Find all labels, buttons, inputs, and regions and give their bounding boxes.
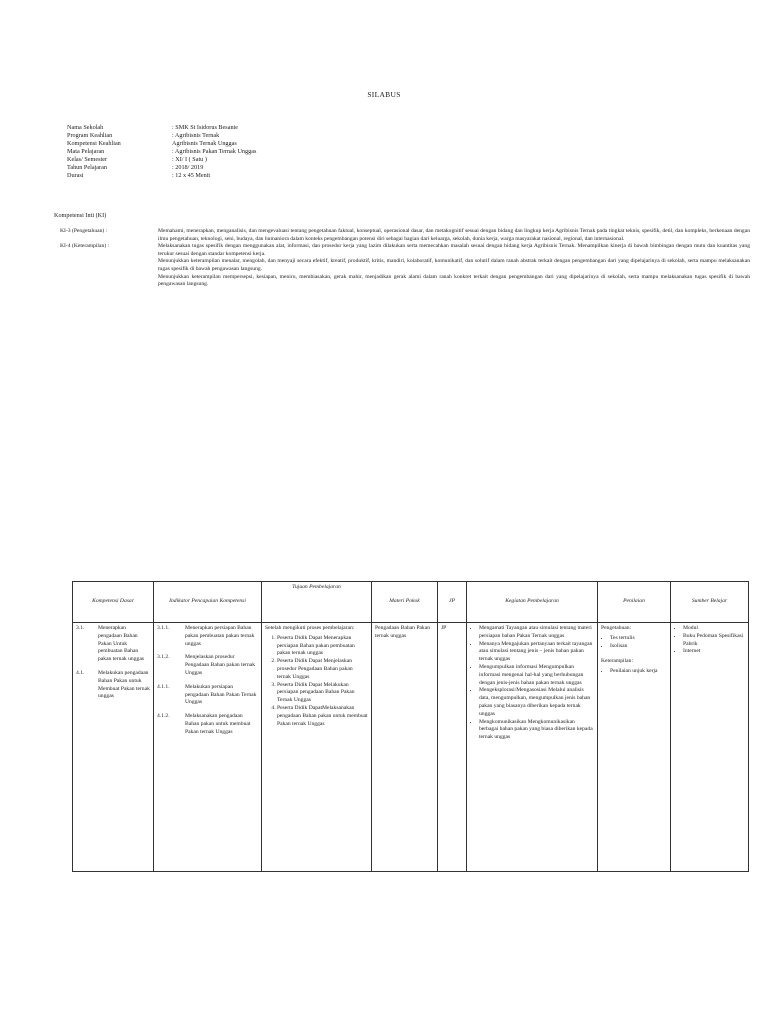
identity-block	[67, 124, 256, 180]
table-header-row	[73, 582, 749, 623]
header-tujuan: Tujuan Pembelajaran	[262, 582, 372, 623]
sumber-item: • Buku Pedoman Spesifikasi Pabrik	[683, 633, 745, 649]
penilaian-item: • Penilaian unjuk kerja	[610, 668, 667, 676]
kegiatan-item: • Mengkomunikasikan Mengkomunikasikan berbagai bahan pakan yang biasa diberikan kepada ternak unggas	[479, 719, 594, 742]
cell-indikator	[154, 623, 262, 872]
ki-block	[60, 228, 750, 289]
ipk-number: 4.1.1.	[157, 683, 170, 690]
cell-penilaian	[598, 623, 671, 872]
ki4-text	[158, 243, 750, 289]
header-sumber-belajar: Sumber Belajar	[671, 582, 749, 623]
kegiatan-item: • Mengamati Tayangan atau simulasi tentang materi persiapan bahan Pakan Ternak unggas	[479, 625, 594, 641]
ki4-paragraph: Menunjukkan keterampilan menalar, mengolah, dan menyaji secara efektif, kreatif, produktif, kritis, mandiri, kolaboratif, komunikatif, dan solutif dalam ranah abstrak terkait dengan pengembangan dari yang dipelajarinya di sekolah, serta mampu melaksanakan tugas spesifik di bawah pengawasan langsung.	[158, 258, 750, 272]
ipk-number: 4.1.2.	[157, 713, 170, 720]
penilaian-item: • Isolisan	[610, 643, 667, 651]
table-row	[73, 623, 749, 872]
ki3-text	[158, 228, 750, 243]
identity-label: Tahun Pelajaran	[67, 164, 107, 171]
ipk-item	[157, 684, 258, 707]
identity-label: Kompetensi Keahlian	[67, 140, 121, 147]
kegiatan-item: • Mengeksplorasi/Mengasosiasi Melalui analisis data, mengumpulkan, mengumpulkan jenis bahan pakan yang biasanya diberikan kepada ternak unggas	[479, 687, 594, 718]
identity-row	[67, 172, 256, 180]
ki3-paragraph: Memahami, menerapkan, menganalisis, dan mengevaluasi tentang pengetahuan faktual, konseptual, operasional dasar, dan metakognitif sesuai dengan bidang dan lingkup kerja Agribisnis Ternak pada tingkat teknis, spesifik, detil, dan kompleks, berkenaan dengan ilmu pengetahuan, teknologi, seni, budaya, dan humaniora dalam konteks pengembangan potensi diri sebagai bagian dari keluarga, sekolah, dunia kerja, warga masyarakat nasional, regional, dan internasional.	[158, 228, 750, 242]
identity-value: : SMK St Isidorus Besanie	[172, 124, 239, 131]
sumber-item: • Internet	[683, 648, 745, 656]
ki3-row	[60, 228, 750, 243]
identity-value: Agribisnis Ternak Unggas	[172, 140, 237, 147]
cell-kompetensi-dasar	[73, 623, 154, 872]
ki-heading: Kompetensi Inti (KI)	[54, 212, 107, 219]
ipk-text: Menerapkan persiapan Bahan pakan pembuatan pakan ternak unggas	[185, 625, 255, 647]
tujuan-intro: Setelah mengikuti proses pembelajaran:	[265, 625, 355, 631]
tujuan-item: 1. Peserta Didik Dapat Menerapkan persiapan Bahan pakan pembuatan pakan ternak unggas	[277, 635, 368, 658]
identity-label: Mata Pelajaran	[67, 148, 105, 155]
kd-text: Menerapkan pengadaan Bahan Pakan Untuk pembuatan Bahan pakan ternak unggas	[98, 625, 144, 663]
identity-row	[67, 140, 256, 148]
sumber-item: • Modul	[683, 625, 745, 633]
identity-value: : XI/ I ( Satu )	[172, 156, 207, 163]
penilaian-pengetahuan-label: Pengetahuan:	[601, 625, 632, 631]
identity-row	[67, 156, 256, 164]
ipk-text: Menjelaskan prosedur Pengadaan Bahan pakan ternak Unggas	[185, 654, 256, 676]
ipk-text: Melaksanakan pengadaan Bahan pakan untuk membuat Pakan ternak Unggas	[185, 713, 251, 735]
header-kompetensi-dasar: Kompetensi Dasar	[73, 582, 154, 623]
ipk-item	[157, 654, 258, 677]
syllabus-table	[72, 581, 749, 872]
identity-row	[67, 124, 256, 132]
cell-tujuan	[262, 623, 372, 872]
identity-value: : Agribisnis Pakan Ternak Unggas	[172, 148, 257, 155]
cell-sumber-belajar	[671, 623, 749, 872]
header-kegiatan: Kegiatan Pembelajaran	[467, 582, 598, 623]
cell-jp: JP	[438, 623, 467, 872]
identity-value: : Agribisnis Ternak	[172, 132, 220, 139]
kd-number: 3.1.	[76, 625, 85, 631]
tujuan-item: 3. Peserta Didik Dapat Melakukan persiapan pengadaan Bahan Pakan Ternak Unggas	[277, 682, 368, 705]
tujuan-item: 2. Peserta Didik Dapat Menjelaskan prosedur Pengadaan Bahan pakan ternak Unggas	[277, 658, 368, 681]
penilaian-item: • Tes tertulis	[610, 635, 667, 643]
ki3-label: KI-3 (Pengetahuan) :	[60, 228, 108, 234]
cell-materi-pokok: Pengadaan Bahan Pakan ternak unggas	[372, 623, 438, 872]
cell-kegiatan	[467, 623, 598, 872]
ipk-item	[157, 625, 258, 648]
identity-label: Nama Sekolah	[67, 124, 104, 131]
header-indikator: Indikator Pencapaian Kompetensi	[154, 582, 262, 623]
header-materi-pokok: Materi Pokok	[372, 582, 438, 623]
header-penilaian: Penilaian	[598, 582, 671, 623]
kd-number: 4.1.	[76, 669, 85, 676]
identity-row	[67, 164, 256, 172]
kegiatan-item: • Menanya Mengajukan pertanyaan terkait tayangan atau simulasi tentang jenis – jenis bahan pakan ternak unggas	[479, 641, 594, 664]
identity-value: : 2018/ 2019	[172, 164, 204, 171]
ki4-row	[60, 243, 750, 289]
document-title: SILABUS	[367, 90, 401, 99]
ipk-text: Melakukan persiapan pengadaan Bahan Pakan Ternak Unggas	[185, 683, 257, 706]
ipk-number: 3.1.2.	[157, 654, 170, 661]
kd-item	[76, 625, 150, 664]
ki4-paragraph: Menunjukkan keterampilan mempersepsi, kesiapan, meniru, membiasakan, gerak mahir, menjadikan gerak alami dalam ranah konkret terkait dengan pengembangan dari yang dipelajarinya di sekolah, serta mampu melaksanakan tugas spesifik di bawah pengawasan langsung.	[158, 273, 750, 288]
identity-label: Program Keahlian	[67, 132, 113, 139]
identity-row	[67, 132, 256, 140]
ipk-item	[157, 713, 258, 736]
header-jp: JP	[438, 582, 467, 623]
kegiatan-item: • Mengumpulkan informasi Mengumpulkan informasi mengenai hal-hal yang berhubungan dengan jenis-jenis bahan pakan ternak unggas	[479, 664, 594, 687]
identity-label: Durasi	[67, 172, 84, 179]
ipk-number: 3.1.1.	[157, 625, 170, 631]
tujuan-item: 4. Peserta Didik DapatMelaksanakan pengadaan Bahan pakan untuk membuat Pakan ternak Unggas	[277, 705, 368, 728]
identity-label: Kelas/ Semester	[67, 156, 108, 163]
kd-text: Melakukan pengadaan Bahan Pakan untuk Membuat Pakan ternak unggas	[98, 669, 150, 700]
kd-item	[76, 670, 150, 701]
penilaian-keterampilan-label: Keterampilan:	[601, 658, 633, 665]
ki4-label: KI-4 (Keterampilan) :	[60, 243, 110, 250]
identity-row	[67, 148, 256, 156]
identity-value: : 12 x 45 Menit	[172, 172, 211, 179]
ki4-paragraph: Melaksanakan tugas spesifik dengan menggunakan alat, informasi, dan prosedur kerja yang lazim dilakukan serta memecahkan masalah sesuai dengan bidang kerja Agribisnis Ternak. Menampilkan kinerja di bawah bimbingan dengan mutu dan kuantitas yang terukur sesuai dengan standar kompetensi kerja.	[158, 243, 750, 257]
